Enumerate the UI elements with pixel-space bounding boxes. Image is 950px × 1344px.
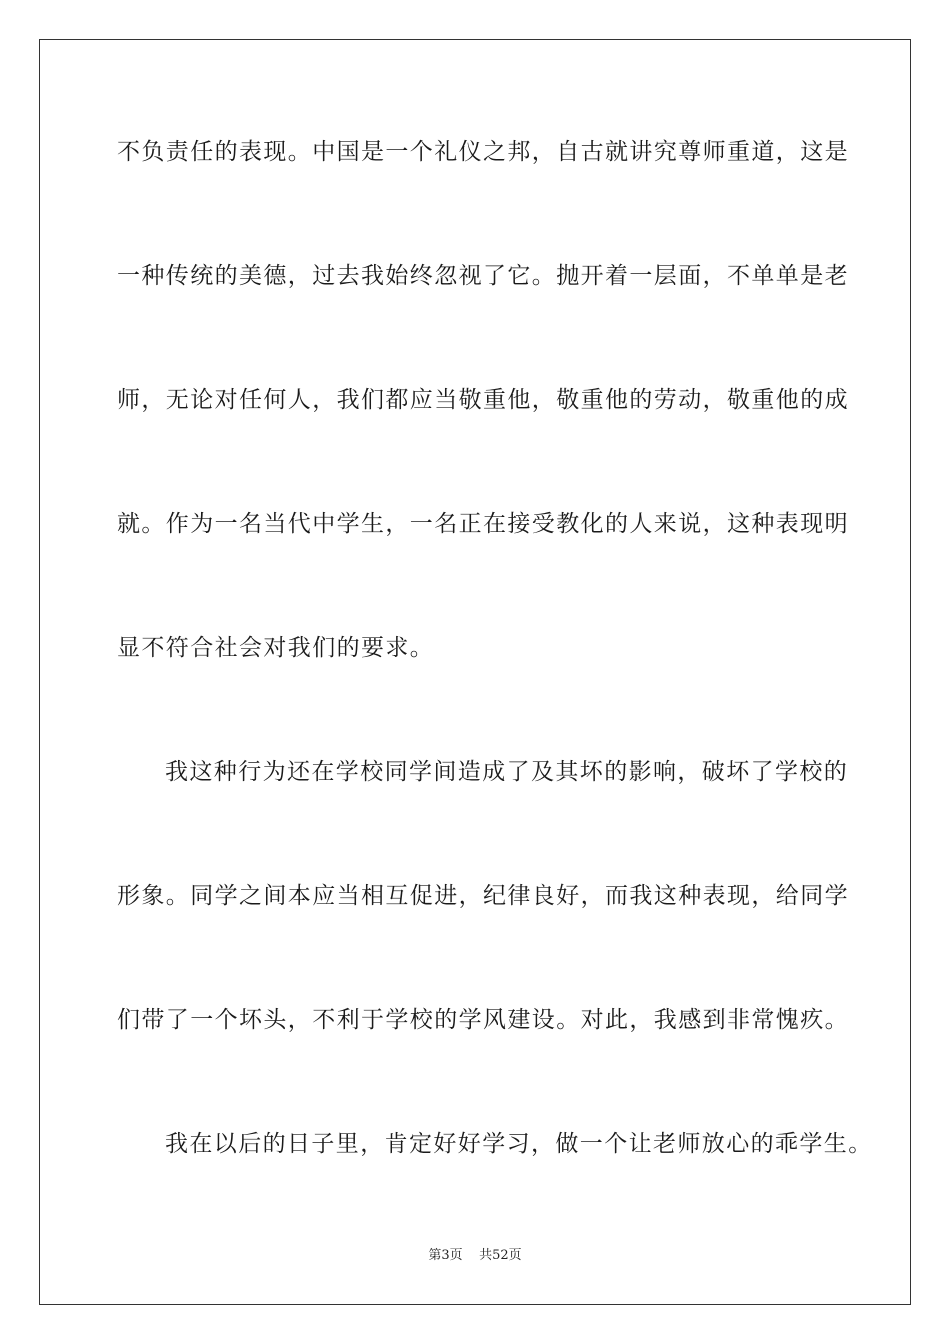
text-line-7: 形象。同学之间本应当相互促进，纪律良好，而我这种表现，给同学	[117, 883, 849, 909]
text-line-3: 师，无论对任何人，我们都应当敬重他，敬重他的劳动，敬重他的成	[117, 387, 849, 413]
text-line-8: 们带了一个坏头，不利于学校的学风建设。对此，我感到非常愧疚。	[117, 1007, 849, 1033]
text-line-2: 一种传统的美德，过去我始终忽视了它。抛开着一层面，不单单是老	[117, 263, 849, 289]
text-line-5: 显不符合社会对我们的要求。	[117, 635, 435, 661]
text-line-1: 不负责任的表现。中国是一个礼仪之邦，自古就讲究尊师重道，这是	[117, 139, 849, 165]
text-line-4: 就。作为一名当代中学生，一名正在接受教化的人来说，这种表现明	[117, 511, 849, 537]
page-total: 共52页	[479, 1248, 522, 1263]
page-border	[39, 39, 911, 1305]
page-number: 第3页	[428, 1248, 463, 1263]
page-footer	[0, 1247, 950, 1265]
text-line-6: 我这种行为还在学校同学间造成了及其坏的影响，破坏了学校的	[165, 759, 849, 785]
text-line-9: 我在以后的日子里，肯定好好学习，做一个让老师放心的乖学生。	[165, 1131, 873, 1157]
